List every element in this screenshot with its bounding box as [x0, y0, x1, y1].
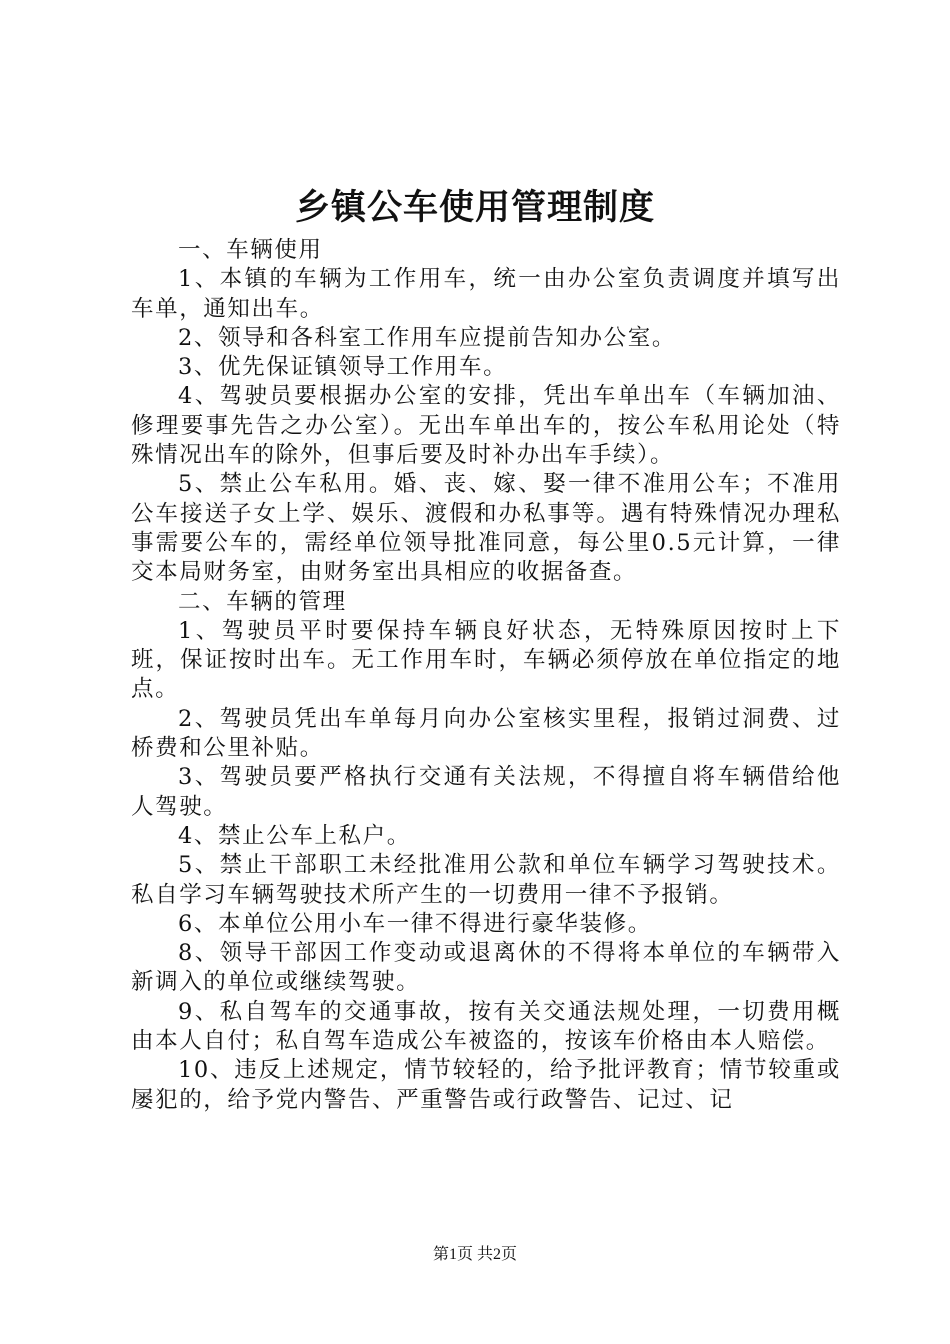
paragraph: 3、驾驶员要严格执行交通有关法规，不得擅自将车辆借给他人驾驶。 [131, 764, 841, 820]
document-body [131, 236, 841, 1115]
paragraph: 2、驾驶员凭出车单每月向办公室核实里程，报销过洞费、过桥费和公里补贴。 [131, 705, 841, 762]
document-title: 乡镇公车使用管理制度 [294, 188, 655, 228]
paragraph: 5、禁止公车私用。婚、丧、嫁、娶一律不准用公车；不准用公车接送子女上学、娱乐、渡假和办私事等。遇有特殊情况办理私事需要公车的，需经单位领导批准同意，每公里0.5元计算，一律交本局财务室，由财务室出具相应的收据备查。 [131, 471, 841, 586]
paragraph: 8、领导干部因工作变动或退离休的不得将本单位的车辆带入新调入的单位或继续驾驶。 [131, 940, 841, 996]
paragraph: 10、违反上述规定，情节较轻的，给予批评教育；情节较重或屡犯的，给予党内警告、严重警告或行政警告、记过、记 [131, 1057, 841, 1113]
paragraph: 9、私自驾车的交通事故，按有关交通法规处理，一切费用概由本人自付；私自驾车造成公车被盗的，按该车价格由本人赔偿。 [131, 998, 841, 1055]
section-heading: 一、车辆使用 [178, 237, 323, 263]
paragraph: 3、优先保证镇领导工作用车。 [178, 354, 508, 381]
paragraph: 2、领导和各科室工作用车应提前告知办公室。 [178, 324, 676, 351]
paragraph: 5、禁止干部职工未经批准用公款和单位车辆学习驾驶技术。私自学习车辆驾驶技术所产生的一切费用一律不予报销。 [131, 852, 841, 908]
paragraph: 6、本单位公用小车一律不得进行豪华装修。 [178, 910, 652, 937]
page-footer: 第1页 共2页 [432, 1246, 517, 1263]
section-heading: 二、车辆的管理 [178, 588, 347, 615]
paragraph: 1、驾驶员平时要保持车辆良好状态，无特殊原因按时上下班，保证按时出车。无工作用车时，车辆必须停放在单位指定的地点。 [131, 617, 841, 703]
paragraph: 4、禁止公车上私户。 [178, 822, 411, 849]
paragraph: 4、驾驶员要根据办公室的安排，凭出车单出车（车辆加油、修理要事先告之办公室）。无出车单出车的，按公车私用论处（特殊情况出车的除外，但事后要及时补办出车手续）。 [131, 383, 841, 469]
paragraph: 1、本镇的车辆为工作用车，统一由办公室负责调度并填写出车单，通知出车。 [131, 266, 841, 322]
